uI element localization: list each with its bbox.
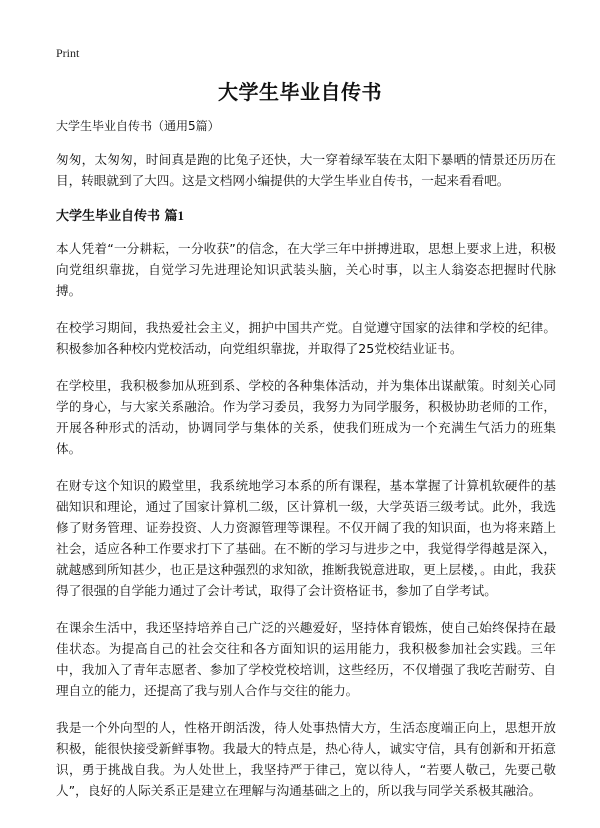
body-paragraph: 在校学习期间，我热爱社会主义，拥护中国共产党。自觉遵守国家的法律和学校的纪律。积极参加各种校内党校活动，向党组织靠拢，并取得了25党校结业证书。 xyxy=(56,320,556,356)
print-link[interactable]: Print xyxy=(56,46,80,60)
section-heading xyxy=(56,207,556,226)
document-subtitle: 大学生毕业自传书（通用5篇） xyxy=(56,119,220,133)
body-paragraph: 在学校里，我积极参加从班到系、学校的各种集体活动，并为集体出谋献策。时刻关心同学的身心，与大家关系融洽。作为学习委员，我努力为同学服务，积极协助老师的工作，开展各种形式的活动，协调同学与集体的关系，使我们班成为一个充满生气活力的班集体。 xyxy=(56,378,556,456)
body-paragraph: 本人凭着“一分耕耘，一分收获”的信念，在大学三年中拼搏进取，思想上要求上进，积极向党组织靠拢，自觉学习先进理论知识武装头脑，关心时事，以主人翁姿态把握时代脉搏。 xyxy=(56,241,556,298)
body-paragraph: 在财专这个知识的殿堂里，我系统地学习本系的所有课程，基本掌握了计算机软硬件的基础知识和理论，通过了国家计算机二级，区计算机一级，大学英语三级考试。此外，我选修了财务管理、证券投资、人力资源管理等课程。不仅开阔了我的知识面，也为将来踏上社会，适应各种工作要求打下了基础。在不断的学习与进步之中，我觉得学得越是深入，就越感到所知甚少，也正是这种强烈的求知欲，推断我锐意进取，更上层楼，。由此，我获得了很强的自学能力通过了会计考试，取得了会计资格证书，参加了自学考试。 xyxy=(56,478,556,598)
body-paragraph: 在课余生活中，我还坚持培养自己广泛的兴趣爱好，坚持体育锻炼，使自己始终保持在最佳状态。为提高自己的社会交往和各方面知识的运用能力，我积极参加社会实践。三年中，我加入了青年志愿者、参加了学校党校培训，这些经历，不仅增强了我吃苦耐劳、自理自立的能力，还提高了我与别人合作与交往的能力。 xyxy=(56,620,556,698)
document-body xyxy=(56,118,556,817)
intro-paragraph: 匆匆，太匆匆，时间真是跑的比兔子还快，大一穿着绿军装在太阳下暴晒的情景还历历在目，转眼就到了大四。这是文档网小编提供的大学生毕业自传书，一起来看看吧。 xyxy=(56,152,556,188)
section-heading-number: 1 xyxy=(177,208,185,223)
body-paragraph: 我是一个外向型的人，性格开朗活泼，待人处事热情大方，生活态度端正向上，思想开放积极，能很快接受新鲜事物。我最大的特点是，热心待人，诚实守信，具有创新和开拓意识，勇于挑战自我。为人处世上，我坚持严于律己，宽以待人，“若要人敬己，先要己敬人”，良好的人际关系正是建立在理解与沟通基础之上的，所以我与同学关系极其融洽。 xyxy=(56,720,556,798)
section-heading-text: 大学生毕业自传书 篇 xyxy=(56,209,178,224)
document-title: 大学生毕业自传书 xyxy=(218,80,382,104)
